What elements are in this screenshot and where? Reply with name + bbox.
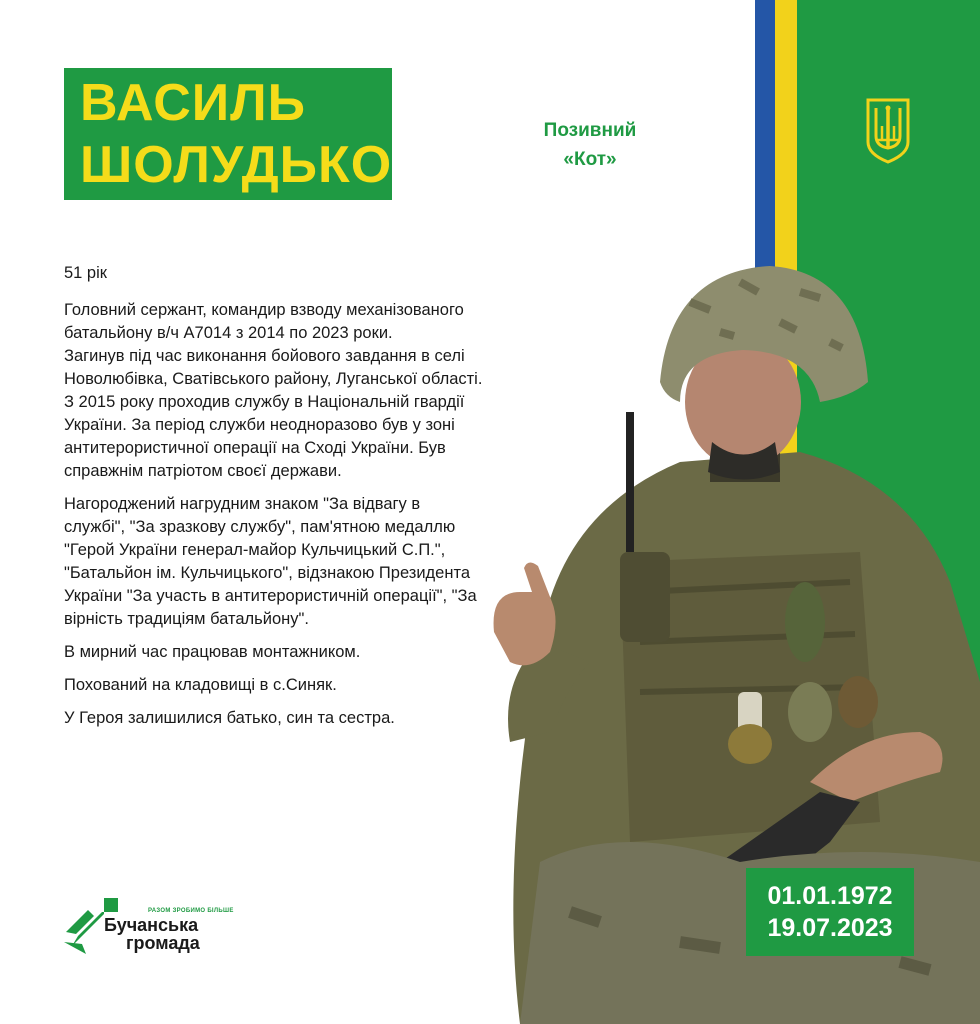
bio-death: Загинув під час виконання бойового завдання в селі Новолюбівка, Сватівського району, Луганської області. [64,347,483,388]
bio-family: У Героя залишилися батько, син та сестра. [64,709,395,727]
bio-age: 51 рік [64,264,107,282]
birth-date: 01.01.1972 [767,882,893,910]
hero-first-name: ВАСИЛЬ [80,74,307,132]
callsign-value: «Кот» [563,149,617,170]
logo-slogan: РАЗОМ ЗРОБИМО БІЛЬШЕ [148,908,234,914]
logo-title-line1: Бучанська [104,915,199,935]
callsign-label: Позивний [543,120,637,141]
hero-name-box [64,68,392,200]
hero-last-name: ШОЛУДЬКО [80,136,393,194]
trident-icon [864,96,912,164]
life-dates [746,868,914,956]
bio-burial: Похований на кладовищі в с.Синяк. [64,676,337,694]
bio-awards: Нагороджений нагрудним знаком "За відвагу в службі", "За зразкову службу", пам'ятною медаллю "Герой України генерал-майор Кульчицький С.П.", "Батальйон ім. Кульчицького", відзнакою Президента України "За участь в антитерористичній операції", "За вірність традиціям батальйону". [64,495,477,628]
bio-service: З 2015 року проходив службу в Національній гвардії України. За період служби неодноразово був у зоні антитерористичної операції на Сході України. Був справжнім патріотом своєї держави. [64,393,465,480]
bio-rank: Головний сержант, командир взводу механізованого батальйону в/ч А7014 з 2014 по 2023 роки. [64,301,464,342]
bucha-community-logo [64,894,264,964]
death-date: 19.07.2023 [767,914,893,942]
callsign-block [520,116,660,174]
logo-title-line2: громада [126,933,200,953]
bio-peacetime: В мирний час працював монтажником. [64,643,361,661]
biography [64,262,484,740]
